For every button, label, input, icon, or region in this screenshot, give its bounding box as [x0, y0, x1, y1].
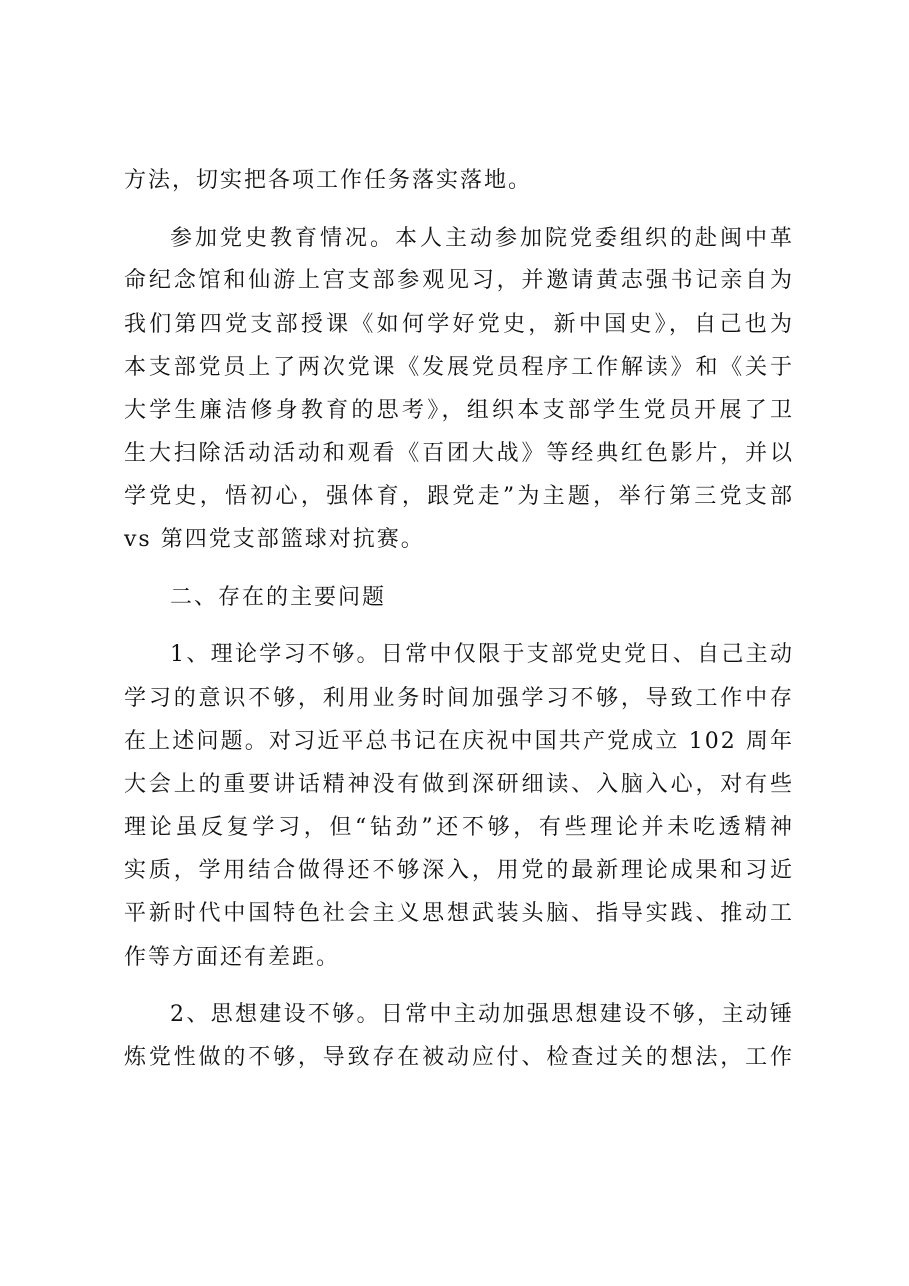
text-line-16: 实质，学用结合做得还不够深入，用党的最新理论成果和习近 [124, 858, 794, 883]
text-line-15: 理论虽反复学习，但“钻劲”还不够，有些理论并未吃透精神 [124, 815, 794, 840]
text-line-6: 大学生廉洁修身教育的思考》，组织本支部学生党员开展了卫 [124, 398, 794, 423]
text-line-20: 炼党性做的不够，导致存在被动应付、检查过关的想法，工作 [124, 1045, 794, 1070]
text-line-19: 2、思想建设不够。日常中主动加强思想建设不够，主动锤 [170, 1002, 794, 1027]
text-line-8: 学党史，悟初心，强体育，跟党走”为主题，举行第三党支部 [124, 484, 794, 509]
text-line-5: 本支部党员上了两次党课《发展党员程序工作解读》和《关于 [124, 355, 794, 380]
text-line-17: 平新时代中国特色社会主义思想武装头脑、指导实践、推动工 [124, 901, 794, 926]
text-line-3: 命纪念馆和仙游上宫支部参观见习，并邀请黄志强书记亲自为 [124, 268, 794, 293]
text-line-9: vs 第四党支部篮球对抗赛。 [124, 527, 425, 552]
text-line-4: 我们第四党支部授课《如何学好党史，新中国史》，自己也为 [124, 312, 794, 337]
text-line-18: 作等方面还有差距。 [124, 945, 341, 970]
text-line-14: 大会上的重要讲话精神没有做到深研细读、入脑入心，对有些 [124, 772, 794, 797]
text-line-11: 1、理论学习不够。日常中仅限于支部党史党日、自己主动 [170, 642, 794, 667]
text-line-2: 参加党史教育情况。本人主动参加院党委组织的赴闽中革 [170, 226, 794, 251]
text-line-12: 学习的意识不够，利用业务时间加强学习不够，导致工作中存 [124, 686, 794, 711]
text-line-13: 在上述问题。对习近平总书记在庆祝中国共产党成立 102 周年 [124, 729, 794, 754]
text-line-1: 方法，切实把各项工作任务落实落地。 [124, 168, 533, 193]
section-heading: 二、存在的主要问题 [170, 585, 387, 610]
text-line-7: 生大扫除活动活动和观看《百团大战》等经典红色影片，并以 [124, 441, 794, 466]
